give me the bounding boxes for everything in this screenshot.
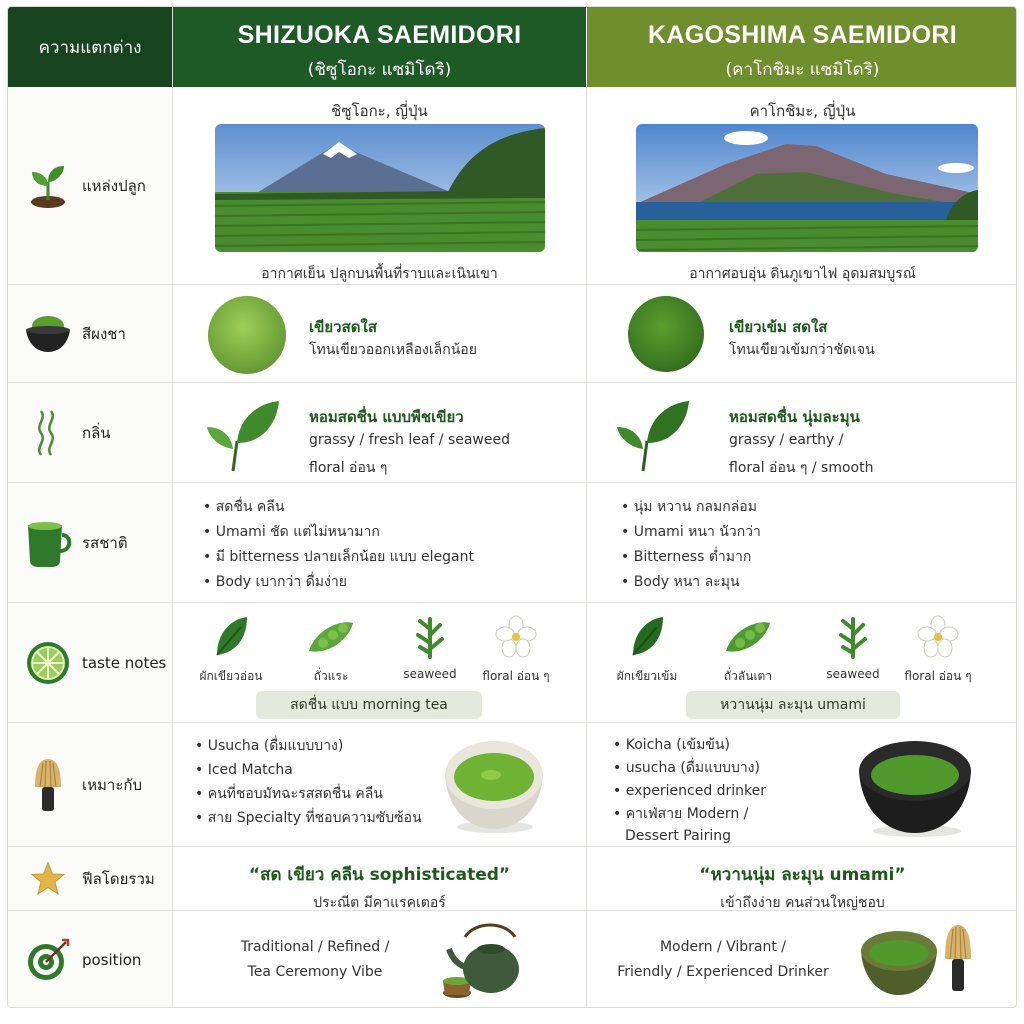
comparison-table (7, 6, 1017, 1008)
white-flower-icon (916, 615, 960, 659)
position-label: position (82, 951, 142, 969)
color-left-desc: โทนเขียวออกเหลืองเล็กน้อย (309, 342, 477, 358)
matcha-bowl-icon (22, 308, 74, 360)
overall-right-desc: เข้าถึงง่าย คนส่วนใหญ่ชอบ (720, 895, 885, 911)
header-right (587, 7, 1017, 87)
list-item: • experienced drinker (613, 780, 766, 803)
position-right-line1: Modern / Vibrant / (659, 939, 787, 955)
origin-right-place: คาโกชิมะ, ญี่ปุ่น (749, 102, 856, 120)
taste-right (587, 483, 1017, 602)
right-subtitle: (คาโกชิมะ แซมิโดริ) (725, 60, 880, 80)
mount-fuji-landscape (215, 124, 545, 252)
row-aroma (8, 383, 1017, 483)
note-bean (703, 615, 793, 686)
overall-label: ฟีลโดยรวม (82, 869, 155, 888)
star-icon (22, 853, 74, 905)
list-item: • มี bitterness ปลายเล็กน้อย แบบ elegant (203, 545, 474, 570)
notes-left-summary: สดชื่น แบบ morning tea (256, 691, 482, 719)
taste-left-list (203, 495, 474, 595)
note-vegetable (602, 615, 692, 686)
aroma-left-line2: floral อ่อน ๆ (309, 460, 388, 476)
origin-right-desc: อากาศอบอุ่น ดินภูเขาไฟ อุดมสมบูรณ์ (689, 266, 916, 282)
overall-left-quote: “สด เขียว คลีน sophisticated” (248, 865, 511, 885)
position-left (173, 911, 587, 1008)
note-floral (471, 615, 561, 686)
suited-label: เหมาะกับ (82, 775, 142, 794)
header-label-cell (8, 7, 173, 87)
left-subtitle: (ชิซูโอกะ แซมิโดริ) (307, 60, 452, 80)
header-left (173, 7, 587, 87)
list-item: • Iced Matcha (195, 758, 422, 782)
suited-left (173, 723, 587, 846)
right-title: KAGOSHIMA SAEMIDORI (648, 21, 957, 49)
list-item: • นุ่ม หวาน กลมกล่อม (621, 495, 761, 520)
notes-label-cell (8, 603, 173, 722)
list-item: • คาเฟ่สาย Modern / (613, 803, 766, 826)
note-label: seaweed (826, 667, 880, 681)
taste-label-cell (8, 483, 173, 602)
list-item: • Body หนา ละมุน (621, 570, 761, 595)
position-left-line2: Tea Ceremony Vibe (247, 964, 383, 980)
row-color (8, 285, 1017, 383)
overall-right (587, 847, 1017, 910)
target-icon (22, 934, 74, 986)
origin-label-cell (8, 87, 173, 284)
note-label: ผักเขียวอ่อน (199, 669, 263, 683)
aroma-left-line1: grassy / fresh leaf / seaweed (309, 432, 510, 448)
notes-left (173, 603, 587, 722)
color-label-cell (8, 285, 173, 382)
row-position (8, 911, 1017, 1008)
white-flower-icon (494, 615, 538, 659)
row-taste (8, 483, 1017, 603)
leafy-green-icon (211, 615, 251, 659)
taste-left (173, 483, 587, 602)
aroma-label: กลิ่น (82, 423, 111, 442)
note-label: ถั่วแระ (313, 669, 349, 683)
header-label: ความแตกต่าง (38, 37, 142, 58)
suited-label-cell (8, 723, 173, 846)
color-right-desc: โทนเขียวเข้มกว่าชัดเจน (729, 342, 875, 358)
list-item: • สาย Specialty ที่ชอบความซับซ้อน (195, 806, 422, 830)
note-label: seaweed (403, 667, 457, 681)
taste-label: รสชาติ (82, 533, 128, 552)
list-item: • Koicha (เข้มข้น) (613, 734, 766, 757)
origin-left-place: ชิซูโอกะ, ญี่ปุ่น (331, 102, 428, 120)
leafy-green-icon (627, 615, 667, 659)
suited-right-list (613, 734, 766, 846)
aroma-label-cell (8, 383, 173, 482)
suited-right (587, 723, 1017, 846)
overall-right-quote: “หวานนุ่ม ละมุน umami” (699, 865, 906, 885)
note-seaweed (808, 615, 898, 681)
color-right-title: เขียวเข้ม สดใส (729, 318, 828, 336)
list-item: • สดชื่น คลีน (203, 495, 474, 520)
aroma-left (173, 383, 587, 482)
origin-right (587, 87, 1017, 284)
notes-right-summary: หวานนุ่ม ละมุน umami (686, 691, 900, 719)
origin-label: แหล่งปลูก (82, 176, 146, 195)
seaweed-icon (833, 615, 873, 659)
origin-left-desc: อากาศเย็น ปลูกบนพื้นที่ราบและเนินเขา (261, 266, 498, 282)
pea-pod-icon (722, 615, 774, 659)
note-seaweed (385, 615, 475, 681)
whisk-icon (22, 759, 74, 811)
leaf-icon (613, 397, 693, 477)
leaf-icon (203, 397, 283, 477)
position-right (587, 911, 1017, 1008)
note-label: ถั่วลันเตา (723, 669, 773, 683)
aroma-left-title: หอมสดชื่น แบบพืชเขียว (309, 408, 464, 426)
position-right-line2: Friendly / Experienced Drinker (617, 964, 829, 980)
sakurajima-landscape (636, 124, 978, 252)
teapot-icon (435, 919, 525, 1007)
color-left (173, 285, 587, 382)
color-right (587, 285, 1017, 382)
list-item: • คนที่ชอบมัทฉะรสสดชื่น คลีน (195, 782, 422, 806)
aroma-right (587, 383, 1017, 482)
dark-matcha-bowl (855, 735, 975, 843)
overall-left-desc: ประณีต มีคาแรคเตอร์ (313, 895, 446, 911)
seaweed-icon (410, 615, 450, 659)
matcha-cup-icon (22, 517, 74, 569)
sprout-icon (22, 160, 74, 212)
list-item: • Body เบากว่า ดื่มง่าย (203, 570, 474, 595)
color-label: สีผงชา (82, 324, 126, 343)
aroma-right-line2: floral อ่อน ๆ / smooth (729, 460, 874, 476)
origin-left (173, 87, 587, 284)
aroma-right-line1: grassy / earthy / (729, 432, 844, 448)
note-floral (893, 615, 983, 686)
list-item: • Umami หนา นัวกว่า (621, 520, 761, 545)
note-bean (286, 615, 376, 686)
list-item: • usucha (ดื่มแบบบาง) (613, 757, 766, 780)
row-overall (8, 847, 1017, 911)
aroma-right-title: หอมสดชื่น นุ่มละมุน (729, 408, 860, 426)
row-origin (8, 87, 1017, 285)
left-title: SHIZUOKA SAEMIDORI (237, 21, 522, 49)
notes-label: taste notes (82, 653, 167, 672)
note-label: ผักเขียวเข้ม (616, 669, 678, 683)
note-label: floral อ่อน ๆ (904, 669, 972, 683)
aroma-wave-icon (22, 407, 74, 459)
whisk-icon (941, 923, 975, 997)
list-item: • Umami ชัด แต่ไม่หนามาก (203, 520, 474, 545)
list-item: • Usucha (ดื่มแบบบาง) (195, 734, 422, 758)
list-item-continued: Dessert Pairing (625, 828, 731, 844)
position-label-cell (8, 911, 173, 1008)
light-matcha-bowl (441, 735, 547, 839)
row-suited (8, 723, 1017, 847)
green-bowl-icon (859, 923, 939, 1003)
edamame-icon (305, 615, 357, 659)
taste-right-list (621, 495, 761, 595)
note-label: floral อ่อน ๆ (482, 669, 550, 683)
color-left-title: เขียวสดใส (309, 318, 377, 336)
suited-left-list (195, 734, 422, 830)
list-item: • Bitterness ต่ำมาก (621, 545, 761, 570)
notes-right (587, 603, 1017, 722)
matcha-powder-dark (628, 296, 704, 372)
row-notes (8, 603, 1017, 723)
note-vegetable (186, 615, 276, 686)
lime-slice-icon (22, 637, 74, 689)
header-row (8, 7, 1017, 87)
position-left-line1: Traditional / Refined / (240, 939, 390, 955)
overall-label-cell (8, 847, 173, 910)
overall-left (173, 847, 587, 910)
matcha-powder-light (208, 296, 286, 374)
